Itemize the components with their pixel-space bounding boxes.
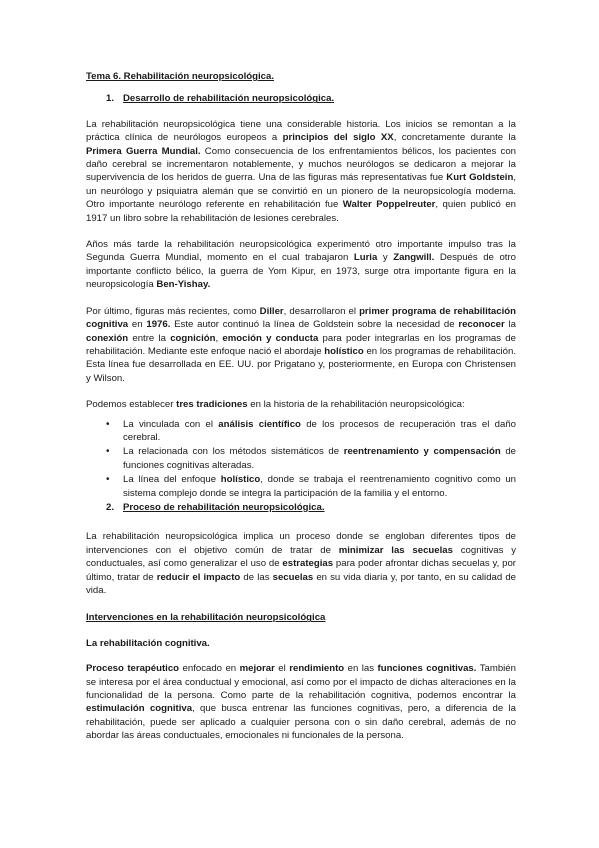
bold-text-run: Zangwill. bbox=[393, 252, 435, 264]
bold-text-run: secuelas bbox=[272, 571, 314, 583]
text-run: , desarrollaron el bbox=[283, 305, 360, 317]
text-run: , donde se trabaja el reentrenamiento cognitivo como un sistema complejo donde se integra la participación de la familia y el entorno. bbox=[123, 474, 516, 499]
list-item-text bbox=[123, 445, 516, 472]
bold-text-run: funciones cognitivas. bbox=[377, 663, 477, 675]
bullet-glyph: • bbox=[106, 418, 110, 430]
section-heading-interventions: Intervenciones en la rehabilitación neuropsicológica bbox=[86, 612, 326, 624]
document-content bbox=[86, 70, 516, 743]
bold-text-run: holístico bbox=[324, 345, 364, 357]
heading-1-number: 1. bbox=[106, 93, 115, 105]
bold-text-run: holístico bbox=[220, 474, 261, 486]
text-run: en las bbox=[344, 663, 378, 675]
paragraph-history bbox=[86, 118, 516, 225]
text-run: También se interesa por el área conductual y emocional, así como por el impacto de dichas alteraciones en la funcionalidad de la persona. Como parte de la rehabilitación cognitiva, podemos encontrar la bbox=[86, 663, 516, 702]
text-run: Este autor continuó la línea de Goldstein sobre la necesidad de bbox=[170, 319, 459, 331]
heading-2-text: Proceso de rehabilitación neuropsicológica. bbox=[123, 501, 325, 513]
heading-2 bbox=[86, 501, 516, 514]
bold-text-run: estrategias bbox=[282, 558, 334, 570]
text-run: , un neurólogo y psiquiatra alemán que se convirtió en un pionero de la neuropsicología moderna. Otro importante neurólogo referente en rehabilitación fue bbox=[86, 172, 516, 211]
paragraph-cognitive-rehab bbox=[86, 662, 516, 742]
bold-text-run: Diller bbox=[259, 305, 284, 317]
text-run: Después de otro importante conflicto bélico, la guerra de Yom Kipur, en 1973, surge otra importante figura en la neuropsicología bbox=[86, 252, 516, 291]
heading-2-number: 2. bbox=[106, 501, 115, 513]
list-item-text bbox=[123, 473, 516, 500]
text-run: , que busca entrenar las funciones cognitivas, pero, a diferencia de la rehabilitación, puede ser aplicado a cualquier persona con o sin daño cerebral, además de no abordar las áreas conductuales, emocionales ni funcionales de la persona. bbox=[86, 703, 516, 742]
text-run: en bbox=[128, 319, 147, 331]
text-run: La relacionada con los métodos sistemáticos de bbox=[123, 446, 344, 458]
paragraph-process bbox=[86, 530, 516, 597]
text-run: La línea del enfoque bbox=[123, 474, 221, 486]
subsection-heading-cognitive: La rehabilitación cognitiva. bbox=[86, 637, 210, 649]
list-item bbox=[86, 418, 516, 445]
text-run: Años más tarde la rehabilitación neuropsicológica experimentó otro importante impulso tras la Segunda Guerra Mundial, momento en el cual trabajaron bbox=[86, 239, 516, 264]
bold-text-run: mejorar bbox=[239, 663, 275, 675]
bold-text-run: reconocer bbox=[458, 319, 505, 331]
text-run: el bbox=[274, 663, 290, 675]
text-run: Por último, figuras más recientes, como bbox=[86, 305, 260, 317]
bold-text-run: Proceso terapéutico bbox=[86, 663, 180, 675]
text-run: , quien publicó en 1917 un libro sobre la rehabilitación de lesiones cerebrales. bbox=[86, 199, 516, 224]
bold-text-run: estimulación cognitiva bbox=[86, 703, 193, 715]
bold-text-run: minimizar las secuelas bbox=[338, 544, 453, 556]
text-run: cognitivas y conductuales, así como generalizar el uso de bbox=[86, 544, 517, 570]
bold-text-run: primer programa de rehabilitación cognitiva bbox=[86, 305, 516, 331]
text-run: la bbox=[504, 319, 516, 331]
text-run: Como consecuencia de los enfrentamientos bélicos, los pacientes con daño cerebral se incrementaron notablemente, y muchos neurólogos se dedicaron a mejorar la supervivencia de los heridos de guerra. Una de las figuras más representativas fue bbox=[86, 145, 517, 184]
text-run: en la historia de la rehabilitación neuropsicológica: bbox=[247, 399, 465, 411]
text-run: La vinculada con el bbox=[123, 418, 219, 430]
text-run: de funciones cognitivas alteradas. bbox=[123, 446, 516, 471]
bold-text-run: reentrenamiento y compensación bbox=[343, 446, 501, 458]
text-run: , bbox=[215, 332, 223, 344]
text-run: La rehabilitación neuropsicológica implica un proceso donde se engloban diferentes tipos de intervenciones con el objetivo común de tratar de bbox=[86, 531, 516, 556]
list-item bbox=[86, 445, 516, 472]
text-run: de las bbox=[240, 571, 273, 583]
document-title: Tema 6. Rehabilitación neuropsicológica. bbox=[86, 71, 275, 82]
bold-text-run: emoción y conducta bbox=[222, 332, 319, 344]
bold-text-run: tres tradiciones bbox=[176, 399, 248, 411]
text-run: para poder afrontar dichas secuelas y, por último, tratar de bbox=[86, 558, 516, 583]
heading-1 bbox=[86, 92, 516, 105]
bold-text-run: 1976. bbox=[146, 319, 171, 331]
bold-text-run: análisis científico bbox=[218, 418, 301, 430]
text-run: en los programas de rehabilitación. Esta línea fue desarrollada en EE. UU. por Prigatano y, posteriormente, en Europa con Christensen y Wilson. bbox=[86, 345, 516, 384]
bold-text-run: Kurt Goldstein bbox=[446, 172, 514, 184]
bold-text-run: conexión bbox=[86, 332, 129, 344]
text-run: de los procesos de recuperación tras el daño cerebral. bbox=[123, 418, 517, 443]
traditions-list bbox=[86, 418, 516, 500]
bold-text-run: rendimiento bbox=[289, 663, 345, 675]
text-run: , concretamente durante la bbox=[393, 132, 516, 144]
text-run: La rehabilitación neuropsicológica tiene una considerable historia. Los inicios se remontan a la práctica clínica de neurólogos europeos a bbox=[86, 118, 516, 144]
text-run: enfocado en bbox=[179, 663, 240, 675]
bullet-glyph: • bbox=[106, 446, 110, 458]
text-run: Podemos establecer bbox=[86, 399, 177, 411]
text-run: y bbox=[377, 252, 394, 264]
bold-text-run: Walter Poppelreuter bbox=[342, 199, 436, 211]
text-run: entre la bbox=[128, 332, 171, 344]
bold-text-run: Primera Guerra Mundial. bbox=[86, 145, 201, 157]
bold-text-run: reducir el impacto bbox=[156, 571, 241, 583]
paragraph-traditions-intro bbox=[86, 398, 516, 411]
text-run: en su vida diaria y, por tanto, en su calidad de vida. bbox=[86, 571, 516, 596]
heading-1-text: Desarrollo de rehabilitación neuropsicológica. bbox=[123, 93, 335, 105]
list-item bbox=[86, 473, 516, 500]
bold-text-run: Luria bbox=[353, 252, 378, 264]
list-item-text bbox=[123, 418, 516, 445]
text-run: para poder integrarlas en los programas de rehabilitación. Mediante este enfoque nació el abordaje bbox=[86, 332, 516, 357]
bold-text-run: cognición bbox=[170, 332, 216, 344]
paragraph-postwar bbox=[86, 238, 516, 292]
bold-text-run: principios del siglo XX bbox=[282, 132, 394, 144]
paragraph-recent-figures bbox=[86, 305, 516, 385]
bold-text-run: Ben-Yishay. bbox=[156, 279, 211, 291]
bullet-glyph: • bbox=[106, 474, 110, 486]
